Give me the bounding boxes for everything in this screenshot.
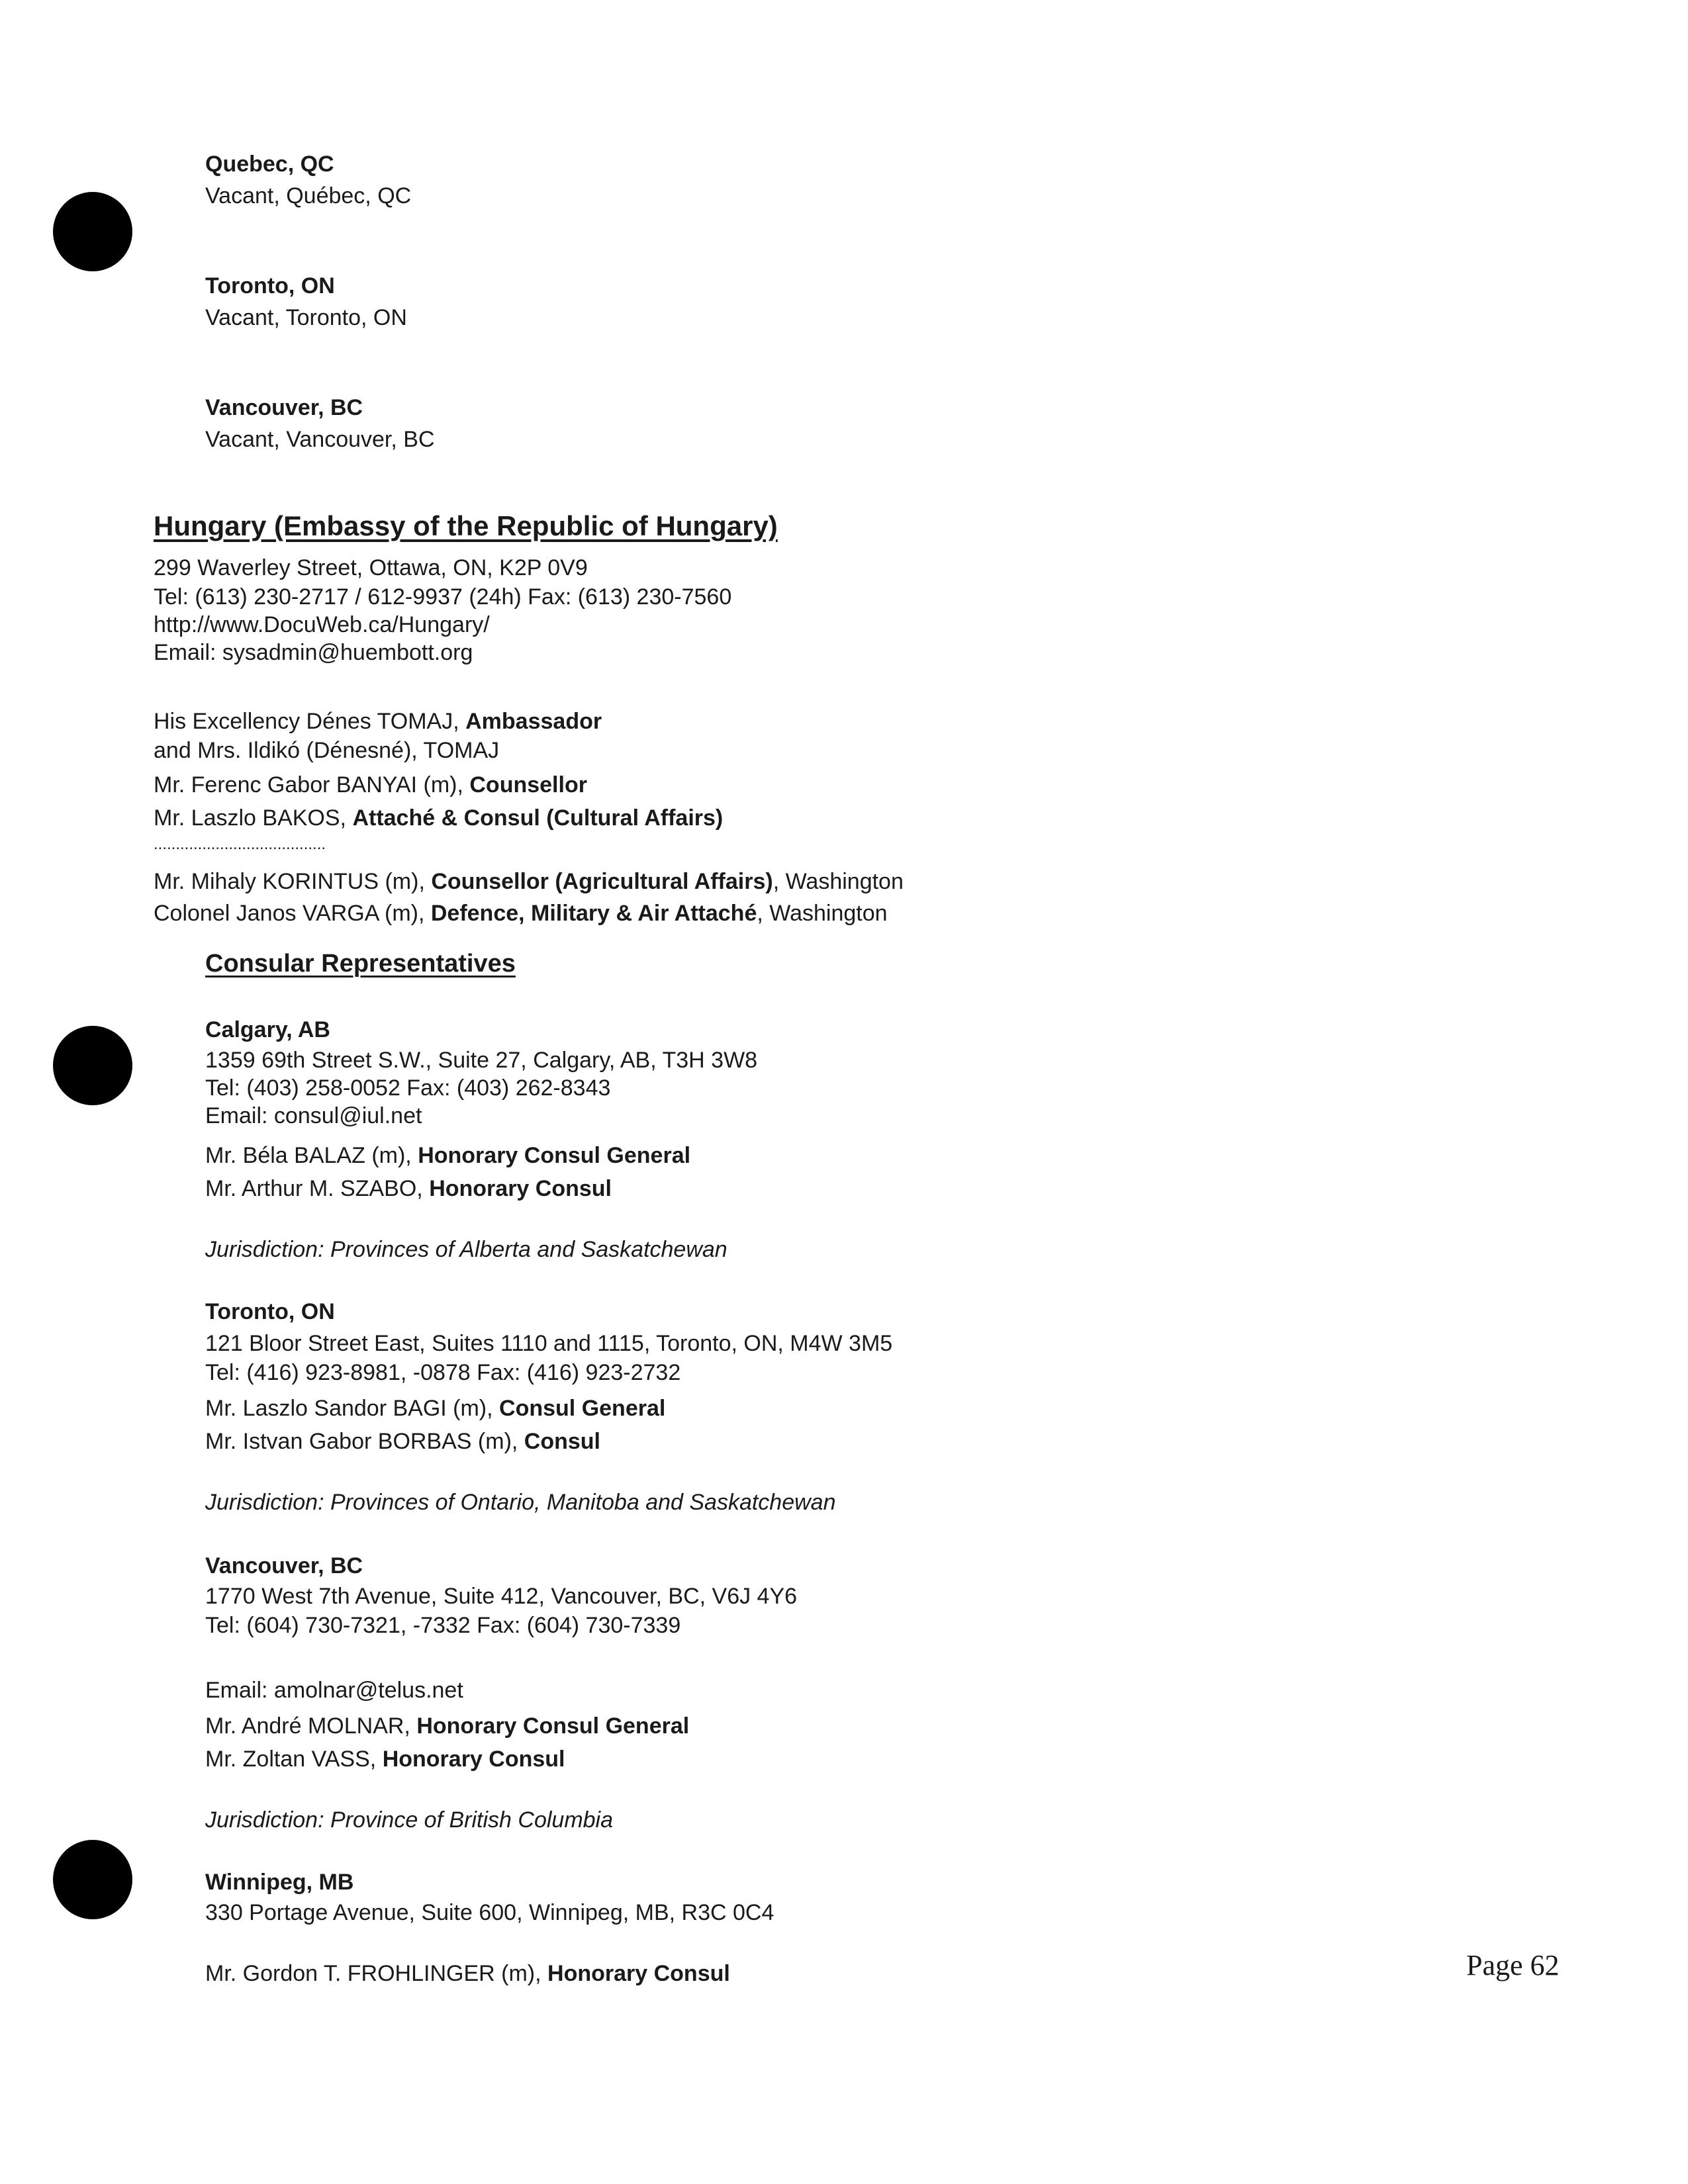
vacancy-city: Vancouver, BC (205, 395, 363, 420)
consul-title: Honorary Consul General (418, 1143, 691, 1168)
staff-name: His Excellency Dénes TOMAJ, (154, 709, 466, 734)
consul-line (205, 1175, 612, 1202)
consulate-city: Winnipeg, MB (205, 1870, 354, 1895)
consulate-address: 330 Portage Avenue, Suite 600, Winnipeg, MB, R3C 0C4 (205, 1900, 774, 1925)
staff-location: , Washington (773, 869, 904, 894)
consular-heading: Consular Representatives (205, 950, 516, 978)
consul-title: Consul General (499, 1396, 666, 1421)
jurisdiction-note: Jurisdiction: Provinces of Alberta and Saskatchewan (205, 1237, 727, 1262)
consul-name: Mr. Istvan Gabor BORBAS (m), (205, 1429, 524, 1454)
consulate-email: Email: consul@iul.net (205, 1103, 422, 1128)
staff-title: Counsellor (469, 772, 587, 797)
consul-title: Honorary Consul General (416, 1713, 690, 1739)
staff-line (154, 708, 602, 735)
consul-name: Mr. Zoltan VASS, (205, 1747, 383, 1772)
consul-title: Honorary Consul (382, 1747, 565, 1772)
staff-location: , Washington (757, 901, 888, 926)
vacancy-detail: Vacant, Québec, QC (205, 183, 412, 208)
consul-name: Mr. Gordon T. FROHLINGER (m), (205, 1961, 548, 1986)
vacancy-city: Toronto, ON (205, 273, 335, 298)
consulate-phone: Tel: (403) 258-0052 Fax: (403) 262-8343 (205, 1075, 611, 1101)
staff-name: Mr. Laszlo BAKOS, (154, 805, 353, 831)
consul-line (205, 1142, 690, 1169)
consul-name: Mr. Arthur M. SZABO, (205, 1176, 430, 1201)
embassy-phone: Tel: (613) 230-2717 / 612-9937 (24h) Fax: (613) 230-7560 (154, 584, 732, 610)
consulate-city: Toronto, ON (205, 1299, 335, 1324)
staff-name: Mr. Ferenc Gabor BANYAI (m), (154, 772, 470, 797)
consul-line (205, 1713, 689, 1739)
consulate-address: 1770 West 7th Avenue, Suite 412, Vancouver, BC, V6J 4Y6 (205, 1584, 798, 1609)
staff-title: Counsellor (Agricultural Affairs) (431, 869, 773, 894)
punch-hole (53, 1026, 132, 1105)
staff-line (154, 805, 723, 831)
consulate-city: Vancouver, BC (205, 1553, 363, 1578)
consul-line (205, 1428, 600, 1455)
staff-name: Colonel Janos VARGA (m), (154, 901, 431, 926)
consul-name: Mr. Béla BALAZ (m), (205, 1143, 418, 1168)
consulate-email: Email: amolnar@telus.net (205, 1678, 463, 1703)
staff-line (154, 737, 499, 764)
consul-line (205, 1395, 665, 1422)
vacancy-detail: Vacant, Toronto, ON (205, 305, 407, 330)
jurisdiction-note: Jurisdiction: Province of British Columbia (205, 1807, 614, 1833)
consulate-address: 1359 69th Street S.W., Suite 27, Calgary, AB, T3H 3W8 (205, 1048, 758, 1073)
consul-line (205, 1960, 730, 1987)
consulate-phone: Tel: (416) 923-8981, -0878 Fax: (416) 923-2732 (205, 1360, 681, 1385)
jurisdiction-note: Jurisdiction: Provinces of Ontario, Manitoba and Saskatchewan (205, 1490, 836, 1515)
punch-hole (53, 192, 132, 271)
consul-name: Mr. André MOLNAR, (205, 1713, 417, 1739)
staff-title: Defence, Military & Air Attaché (430, 901, 757, 926)
embassy-email: Email: sysadmin@huembott.org (154, 640, 473, 665)
dotted-separator: ....................................... (154, 835, 326, 853)
consulate-city: Calgary, AB (205, 1017, 330, 1042)
consul-title: Honorary Consul (547, 1961, 730, 1986)
page-number: Page 62 (1466, 1949, 1560, 1981)
embassy-address: 299 Waverley Street, Ottawa, ON, K2P 0V9 (154, 555, 588, 580)
consul-name: Mr. Laszlo Sandor BAGI (m), (205, 1396, 500, 1421)
consul-title: Honorary Consul (429, 1176, 612, 1201)
staff-title: Ambassador (465, 709, 602, 734)
staff-name: Mr. Mihaly KORINTUS (m), (154, 869, 432, 894)
staff-name: and Mrs. Ildikó (Dénesné), TOMAJ (154, 738, 500, 763)
staff-line (154, 868, 904, 895)
embassy-website: http://www.DocuWeb.ca/Hungary/ (154, 612, 490, 637)
consulate-address: 121 Bloor Street East, Suites 1110 and 1115, Toronto, ON, M4W 3M5 (205, 1331, 893, 1356)
consul-line (205, 1746, 565, 1772)
punch-hole (53, 1840, 132, 1919)
consul-title: Consul (524, 1429, 600, 1454)
vacancy-detail: Vacant, Vancouver, BC (205, 427, 435, 452)
embassy-heading: Hungary (Embassy of the Republic of Hungary) (154, 510, 778, 541)
vacancy-city: Quebec, QC (205, 152, 334, 177)
staff-line (154, 900, 888, 927)
staff-line (154, 772, 587, 798)
staff-title: Attaché & Consul (Cultural Affairs) (352, 805, 724, 831)
consulate-phone: Tel: (604) 730-7321, -7332 Fax: (604) 730-7339 (205, 1613, 681, 1638)
